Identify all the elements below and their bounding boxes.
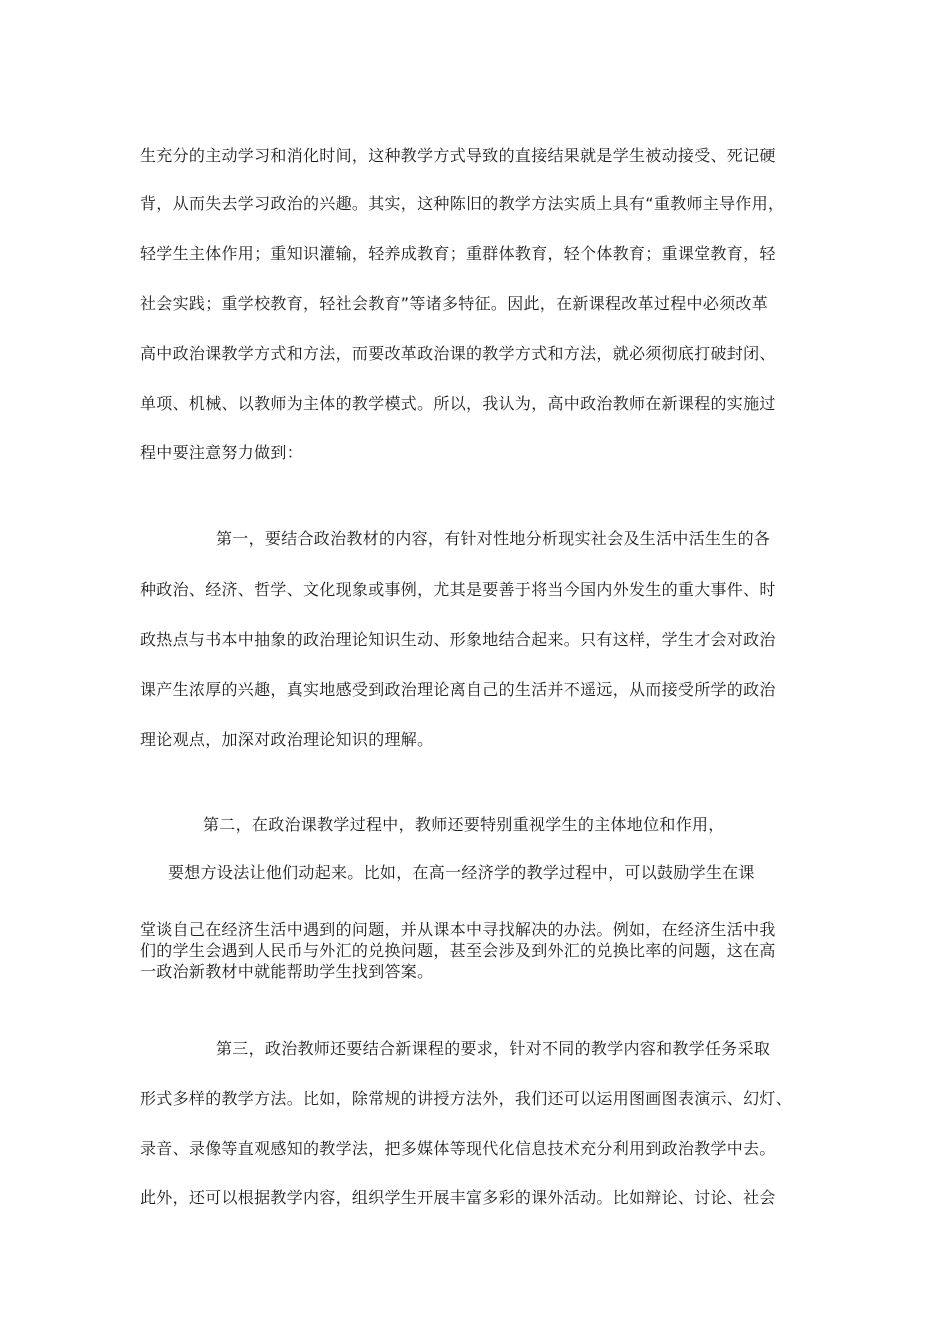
text-line: 单项、机械、以教师为主体的教学模式。所以，我认为，高中政治教师在新课程的实施过 — [140, 394, 776, 413]
text-line: 形式多样的教学方法。比如，除常规的讲授方法外，我们还可以运用图画图表演示、幻灯、 — [140, 1089, 793, 1108]
text-line: 第三，政治教师还要结合新课程的要求，针对不同的教学内容和教学任务采取 — [216, 1039, 771, 1058]
text-line: 要想方设法让他们动起来。比如，在高一经济学的教学过程中，可以鼓励学生在课 — [168, 863, 755, 882]
text-line: 们的学生会遇到人民币与外汇的兑换问题，甚至会涉及到外汇的兑换比率的问题，这在高 — [140, 941, 776, 960]
text-line: 理论观点，加深对政治理论知识的理解。 — [140, 730, 434, 749]
text-line: 种政治、经济、哲学、文化现象或事例，尤其是要善于将当今国内外发生的重大事件、时 — [140, 580, 776, 599]
text-line: 社会实践；重学校教育，轻社会教育”等诸多特征。因此，在新课程改革过程中必须改革 — [140, 294, 768, 313]
text-line: 程中要注意努力做到： — [140, 443, 304, 462]
text-line: 此外，还可以根据教学内容，组织学生开展丰富多彩的课外活动。比如辩论、讨论、社会 — [140, 1188, 776, 1207]
text-line: 课产生浓厚的兴趣，真实地感受到政治理论离自己的生活并不遥远，从而接受所学的政治 — [140, 680, 776, 699]
text-line: 背，从而失去学习政治的兴趣。其实，这种陈旧的教学方法实质上具有“重教师主导作用， — [140, 194, 785, 213]
text-line: 堂谈自己在经济生活中遇到的问题，并从课本中寻找解决的办法。例如，在经济生活中我 — [140, 920, 776, 939]
text-line: 第一，要结合政治教材的内容，有针对性地分析现实社会及生活中活生生的各 — [216, 529, 771, 548]
text-line: 生充分的主动学习和消化时间，这种教学方式导致的直接结果就是学生被动接受、死记硬 — [140, 146, 776, 165]
text-line: 一政治新教材中就能帮助学生找到答案。 — [140, 962, 434, 981]
text-line: 政热点与书本中抽象的政治理论知识生动、形象地结合起来。只有这样，学生才会对政治 — [140, 630, 776, 649]
text-line: 第二，在政治课教学过程中，教师还要特别重视学生的主体地位和作用， — [203, 815, 725, 834]
text-line: 高中政治课教学方式和方法，而要改革政治课的教学方式和方法，就必须彻底打破封闭、 — [140, 344, 776, 363]
text-line: 轻学生主体作用；重知识灌输，轻养成教育；重群体教育，轻个体教育；重课堂教育，轻 — [140, 244, 776, 263]
text-line: 录音、录像等直观感知的教学法，把多媒体等现代化信息技术充分利用到政治教学中去。 — [140, 1139, 776, 1158]
